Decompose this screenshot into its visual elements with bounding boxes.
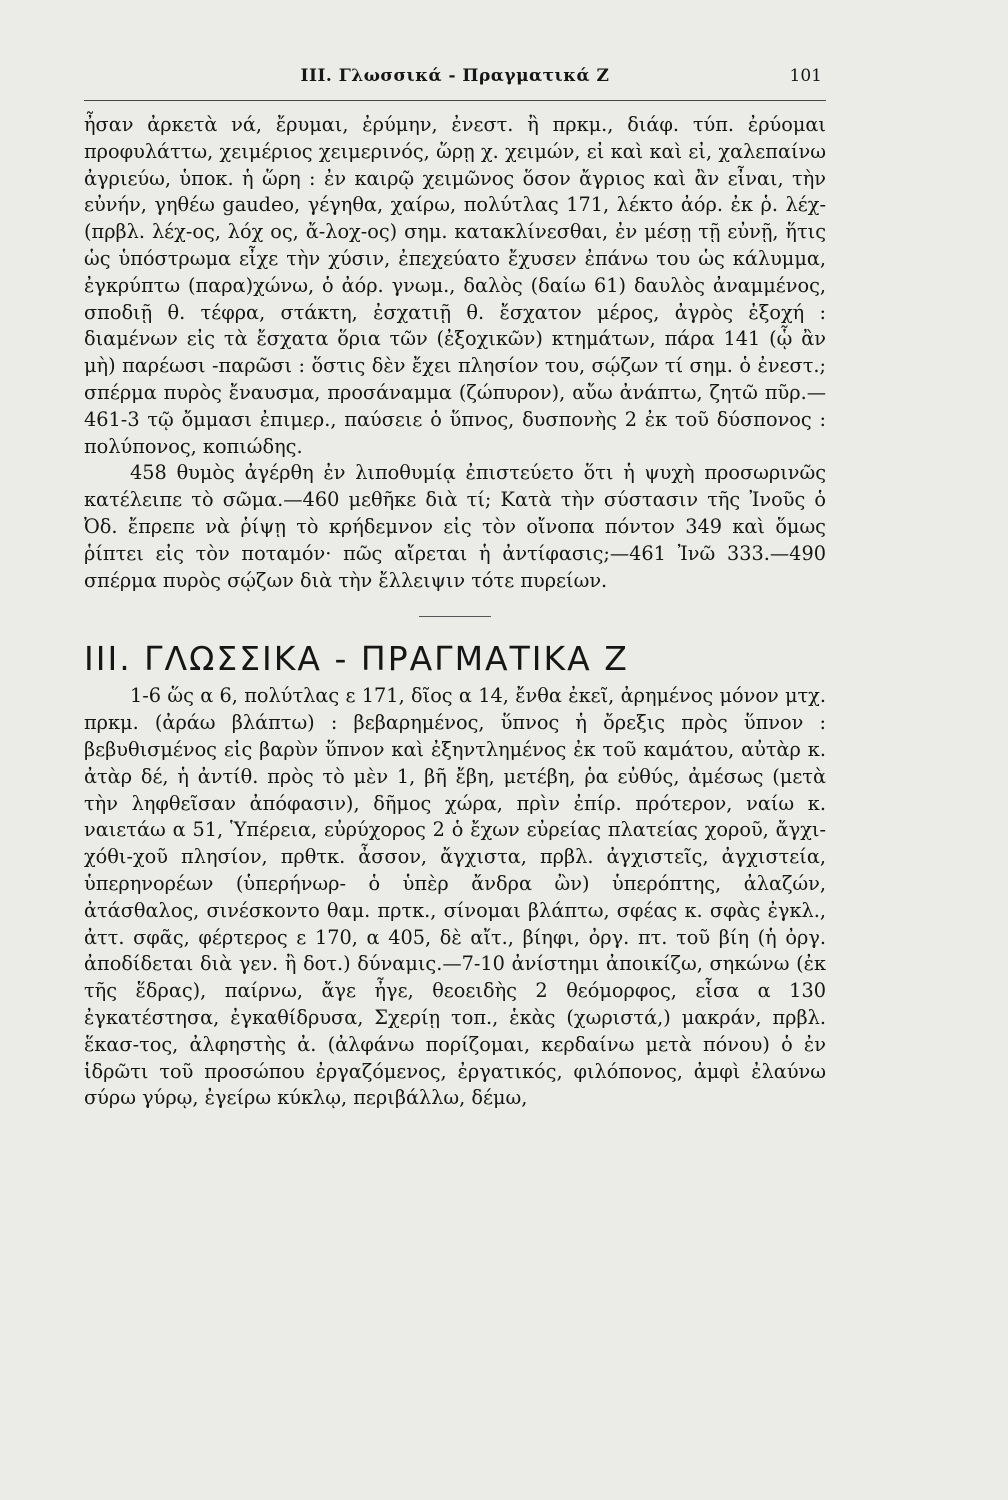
page-number: 101 (789, 66, 822, 86)
section-paragraph: 1-6 ὥς α 6, πολύτλας ε 171, δῖος α 14, ἔνθα ἐκεῖ, ἀρημένος μόνον μτχ. πρκμ. (ἀράω βλάπτω) : βεβαρημένος, ὕπνος ἡ ὄρεξις πρὸς ὕπνον : βεβυθισμένος εἰς βαρὺν ὕπνον καὶ ἐξηντλημένος ἐκ τοῦ καμάτου, αὐτὰρ κ. ἀτὰρ δέ, ἡ ἀντίθ. πρὸς τὸ μὲν 1, βῆ ἔβη, μετέβη, ῥα εὐθύς, ἀμέσως (μετὰ τὴν ληφθεῖσαν ἀπόφασιν), δῆμος χώρα, πρὶν ἐπίρ. πρότερον, ναίω κ. ναιετάω α 51, Ὑπέρεια, εὐρύχορος 2 ὁ ἔχων εὐρείας πλατείας χοροῦ, ἄγχι-χόθι-χοῦ πλησίον, πρθτκ. ἆσσον, ἄγχιστα, πρβλ. ἀγχιστεῖς, ἀγχιστεία, ὑπερηνορέων (ὑπερήνωρ- ὁ ὑπὲρ ἄνδρα ὢν) ὑπερόπτης, ἀλαζών, ἀτάσθαλος, σινέσκοντο θαμ. πρτκ., σίνομαι βλάπτω, σφέας κ. σφὰς ἐγκλ., ἀττ. σφᾶς, φέρτερος ε 170, α 405, δὲ αἴτ., βίηφι, ὀργ. πτ. τοῦ βίη (ἡ ὀργ. ἀποδίδεται διὰ γεν. ἢ δοτ.) δύναμις.—7-10 ἀνίστημι ἀποικίζω, σηκώνω (ἐκ τῆς ἕδρας), παίρνω, ἄγε ἦγε, θεοειδὴς 2 θεόμορφος, εἷσα α 130 ἐγκατέστησα, ἐγκαθίδρυσα, Σχερίῃ τοπ., ἑκὰς (χωριστά,) μακράν, πρβλ. ἕκασ-τος, ἀλφηστὴς ἀ. (ἀλφάνω πορίζομαι, κερδαίνω μετὰ πόνου) ὁ ἐν ἱδρῶτι τοῦ προσώπου ἐργαζόμενος, ἐργατικός, φιλόπονος, ἀμφὶ ἐλαύνω σύρω γύρῳ, ἐγείρω κύκλῳ, περιβάλλω, δέμω, (84, 684, 826, 1110)
running-header (84, 66, 826, 101)
section-heading: III. ΓΛΩΣΣΙΚΑ - ΠΡΑΓΜΑΤΙΚΑ Ζ (84, 639, 629, 679)
commentary-paragraph: ἦσαν ἀρκετὰ νά, ἔρυμαι, ἐρύμην, ἐνεστ. ἢ πρκμ., διάφ. τύπ. ἐρύομαι προφυλάττω, χειμέριος χειμερινός, ὥρῃ χ. χειμών, εἰ καὶ καὶ εἰ, χαλεπαίνω ἀγριεύω, ὑποκ. ἡ ὥρη : ἐν καιρῷ χειμῶνος ὅσον ἄγριος καὶ ἂν εἶναι, τὴν εὐνήν, γηθέω gaudeo, γέγηθα, χαίρω, πολύτλας 171, λέκτο ἀόρ. ἐκ ῥ. λέχ- (πρβλ. λέχ-ος, λόχ ος, ἄ-λοχ-ος) σημ. κατακλίνεσθαι, ἐν μέσῃ τῇ εὐνῇ, ἥτις ὡς ὑπόστρωμα εἶχε τὴν χύσιν, ἐπεχεύατο ἔχυσεν ἐπάνω του ὡς κάλυμμα, ἐγκρύπτω (παρα)χώνω, ὁ ἀόρ. γνωμ., δαλὸς (δαίω 61) δαυλὸς ἀναμμένος, σποδιῇ θ. τέφρα, στάκτη, ἐσχατιῇ θ. ἔσχατον μέρος, ἀγρὸς ἐξοχή : διαμένων εἰς τὰ ἔσχατα ὅρια τῶν (ἐξοχικῶν) κτημάτων, πάρα 141 (ᾧ ἂν μὴ) παρέωσι -παρῶσι : ὅστις δὲν ἔχει πλησίον του, σῴζων τί σημ. ὁ ἐνεστ.; σπέρμα πυρὸς ἔναυσμα, προσάναμμα (ζώπυρον), αὔω ἀνάπτω, ζητῶ πῦρ.—461-3 τῷ ὄμμασι ἐπιμερ., παύσειε ὁ ὕπνος, δυσπονὴς 2 ἐκ τοῦ δύσπονος : πολύπονος, κοπιώδης. (84, 113, 826, 458)
commentary-paragraph: 458 θυμὸς ἀγέρθη ἐν λιποθυμίᾳ ἐπιστεύετο ὅτι ἡ ψυχὴ προσωρινῶς κατέλειπε τὸ σῶμα.—460 μεθῆκε διὰ τί; Κατὰ τὴν σύστασιν τῆς Ἰνοῦς ὁ Ὀδ. ἔπρεπε νὰ ῥίψῃ τὸ κρήδεμνον εἰς τὸν οἴνοπα πόντον 349 καὶ ὅμως ῥίπτει εἰς τὸν ποταμόν· πῶς αἴρεται ἡ ἀντίφασις;—461 Ἰνῶ 333.—490 σπέρμα πυρὸς σῴζων διὰ τὴν ἔλλειψιν τότε πυρείων. (84, 461, 826, 592)
section-divider (419, 616, 491, 617)
page-body (84, 112, 826, 1112)
running-title: III. Γλωσσικά - Πραγματικά Ζ (300, 66, 610, 86)
